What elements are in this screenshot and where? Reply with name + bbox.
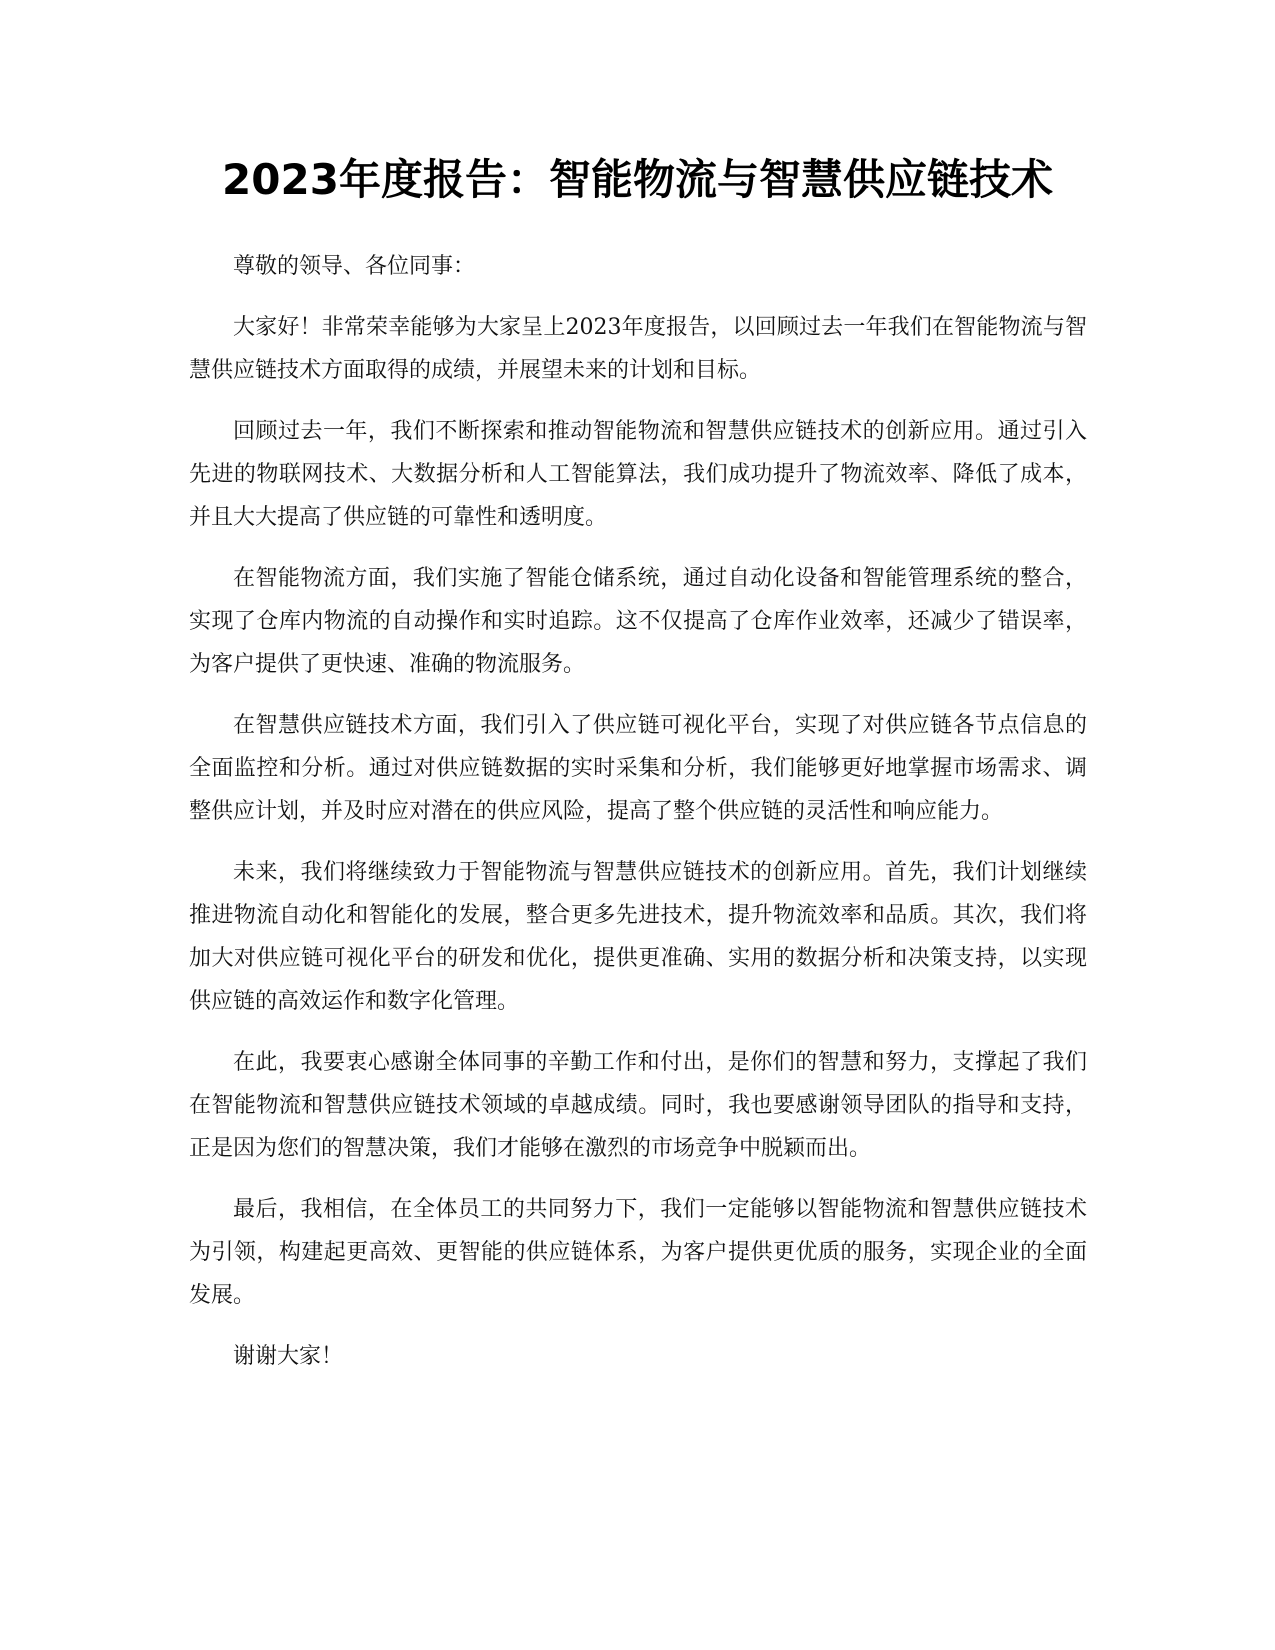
salutation-paragraph: 尊敬的领导、各位同事： [233, 254, 476, 279]
body-paragraph: 在智能物流方面，我们实施了智能仓储系统，通过自动化设备和智能管理系统的整合，实现了仓库内物流的自动操作和实时追踪。这不仅提高了仓库作业效率，还减少了错误率，为客户提供了更快速、准确的物流服务。 [189, 566, 1087, 677]
body-paragraph: 在智慧供应链技术方面，我们引入了供应链可视化平台，实现了对供应链各节点信息的全面监控和分析。通过对供应链数据的实时采集和分析，我们能够更好地掌握市场需求、调整供应计划，并及时应对潜在的供应风险，提高了整个供应链的灵活性和响应能力。 [189, 713, 1087, 824]
document-title: 2023年度报告：智能物流与智慧供应链技术 [222, 155, 1053, 204]
body-paragraph: 最后，我相信，在全体员工的共同努力下，我们一定能够以智能物流和智慧供应链技术为引领，构建起更高效、更智能的供应链体系，为客户提供更优质的服务，实现企业的全面发展。 [189, 1197, 1087, 1308]
closing-paragraph: 谢谢大家！ [233, 1344, 344, 1369]
document-body [189, 245, 1087, 1396]
body-paragraph: 回顾过去一年，我们不断探索和推动智能物流和智慧供应链技术的创新应用。通过引入先进的物联网技术、大数据分析和人工智能算法，我们成功提升了物流效率、降低了成本，并且大大提高了供应链的可靠性和透明度。 [189, 419, 1087, 530]
body-paragraph: 在此，我要衷心感谢全体同事的辛勤工作和付出，是你们的智慧和努力，支撑起了我们在智能物流和智慧供应链技术领域的卓越成绩。同时，我也要感谢领导团队的指导和支持，正是因为您们的智慧决策，我们才能够在激烈的市场竞争中脱颖而出。 [189, 1050, 1087, 1161]
body-paragraph: 未来，我们将继续致力于智能物流与智慧供应链技术的创新应用。首先，我们计划继续推进物流自动化和智能化的发展，整合更多先进技术，提升物流效率和品质。其次，我们将加大对供应链可视化平台的研发和优化，提供更准确、实用的数据分析和决策支持，以实现供应链的高效运作和数字化管理。 [189, 860, 1087, 1014]
body-paragraph: 大家好！非常荣幸能够为大家呈上2023年度报告，以回顾过去一年我们在智能物流与智慧供应链技术方面取得的成绩，并展望未来的计划和目标。 [189, 315, 1087, 383]
